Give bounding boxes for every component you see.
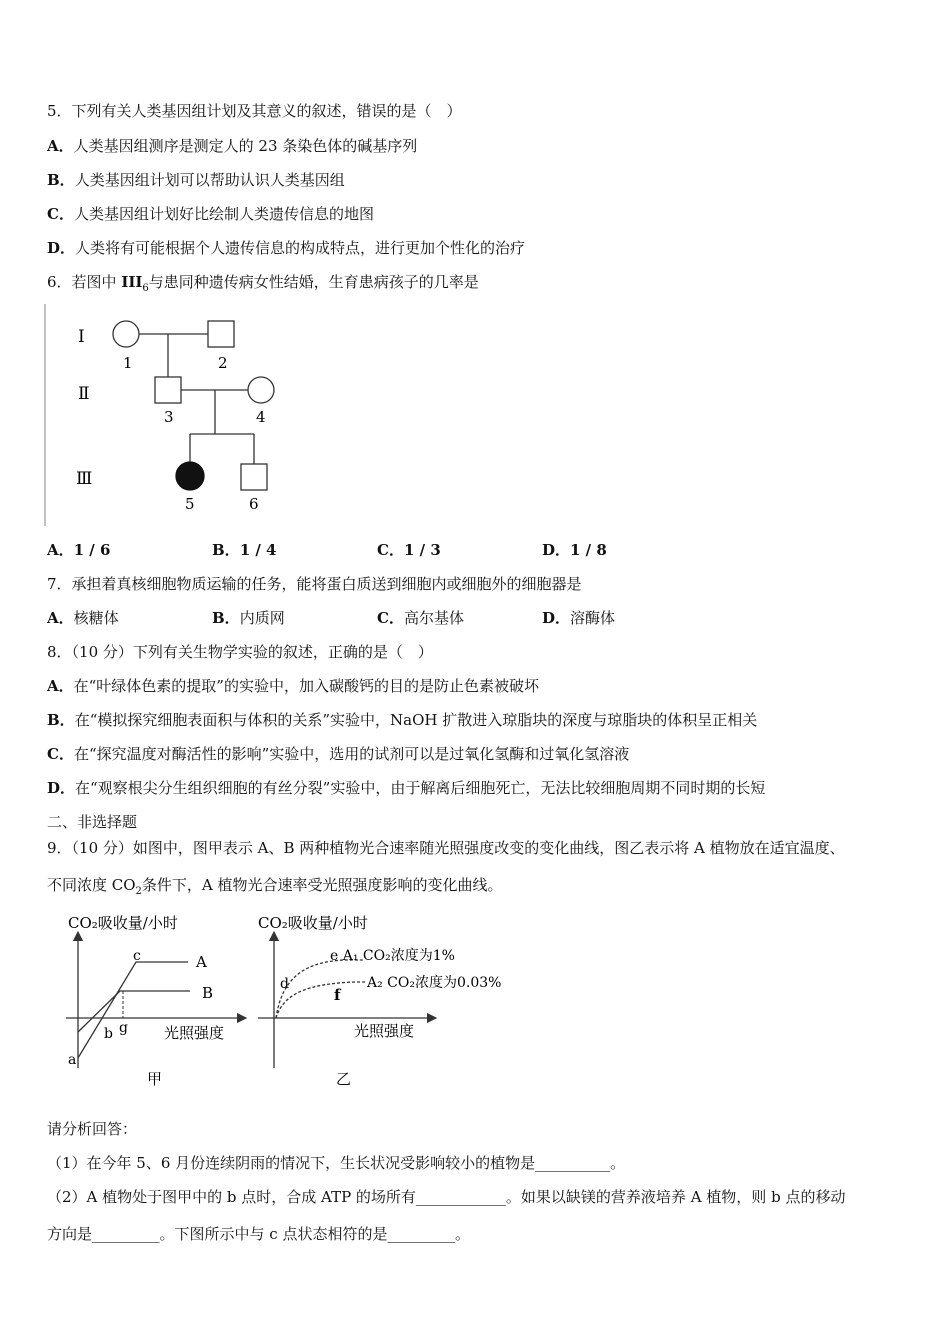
jia-ylabel: CO₂吸收量/小时 — [68, 914, 178, 932]
q6-stem-gen: III — [121, 273, 143, 291]
individual-5-label: 5 — [185, 495, 195, 513]
q8-option-b — [47, 710, 757, 730]
individual-1-label: 1 — [123, 354, 133, 372]
q6-option-b — [212, 540, 276, 560]
yi-caption: 乙 — [336, 1070, 352, 1088]
q6-option-d-letter: D． — [542, 541, 571, 559]
figure-yi — [254, 908, 534, 1090]
individual-4-circle — [248, 377, 274, 403]
q9-stem-line2 — [47, 875, 503, 902]
q5-option-c-letter: C． — [47, 205, 74, 223]
q9-prompt: 请分析回答： — [47, 1120, 138, 1138]
q5-option-c — [47, 204, 374, 224]
q7-option-b-text: 内质网 — [239, 609, 285, 627]
yi-ylabel: CO₂吸收量/小时 — [258, 914, 368, 932]
q7-option-d-text: 溶酶体 — [570, 609, 616, 627]
q6-stem-sub: 6 — [142, 283, 149, 294]
individual-2-square — [208, 321, 234, 347]
yi-curve-a2 — [276, 982, 366, 1018]
individual-4-label: 4 — [256, 408, 266, 426]
q7-option-d — [542, 608, 615, 628]
jia-curve-a — [78, 962, 188, 1058]
q7-stem: 7．承担着真核细胞物质运输的任务，能将蛋白质送到细胞内或细胞外的细胞器是 — [47, 575, 582, 593]
q5-option-b-text: 人类基因组计划可以帮助认识人类基因组 — [74, 171, 345, 189]
individual-3-square — [155, 377, 181, 403]
q5-option-a-text: 人类基因组测序是测定人的 23 条染色体的碱基序列 — [73, 137, 418, 155]
q6-option-b-letter: B． — [212, 541, 240, 559]
individual-1-circle — [113, 321, 139, 347]
q7-option-a-text: 核糖体 — [73, 609, 119, 627]
q7-option-a — [47, 608, 119, 628]
q5-option-a — [47, 136, 417, 156]
pedigree-figure — [44, 304, 304, 528]
gen-label-3: Ⅲ — [76, 469, 93, 489]
yi-label-curve2: A₂ CO₂浓度为0.03% — [367, 975, 502, 991]
q6-option-a-letter: A． — [47, 541, 74, 559]
q5-stem: 5．下列有关人类基因组计划及其意义的叙述，错误的是（ ） — [47, 102, 462, 120]
jia-point-b: b — [104, 1026, 113, 1042]
q7-option-a-letter: A． — [47, 609, 74, 627]
q6-stem-post: 与患同种遗传病女性结婚，生育患病孩子的几率是 — [148, 273, 479, 291]
q6-option-b-text: 1 / 4 — [239, 541, 277, 559]
q5-option-a-letter: A． — [47, 137, 74, 155]
individual-5-circle-affected — [176, 462, 204, 490]
q6-stem-pre: 6．若图中 — [47, 273, 122, 291]
q6-option-a — [47, 540, 110, 560]
q9-stem-line1: 9．（10 分）如图中，图甲表示 A、B 两种植物光合速率随光照强度改变的变化曲线，图乙表示将 A 植物放在适宜温度、 — [47, 839, 845, 857]
section-heading: 二、非选择题 — [47, 813, 138, 831]
jia-point-c: c — [133, 948, 141, 964]
q5-option-c-text: 人类基因组计划好比绘制人类遗传信息的地图 — [73, 205, 374, 223]
q6-option-c-letter: C． — [377, 541, 404, 559]
individual-6-label: 6 — [249, 495, 259, 513]
q9-stem-line2-sub: 2 — [135, 886, 142, 897]
jia-point-a: a — [68, 1052, 77, 1068]
q8-option-d-letter: D． — [47, 779, 76, 797]
figure-jia — [64, 908, 254, 1090]
q9-sub2-line1: （2）A 植物处于图甲中的 b 点时，合成 ATP 的场所有____________。如果以缺镁的营养液培养 A 植物，则 b 点的移动 — [47, 1188, 846, 1206]
jia-label-B: B — [202, 984, 214, 1002]
q8-option-b-text: 在“模拟探究细胞表面积与体积的关系”实验中，NaOH 扩散进入琼脂块的深度与琼脂块的体积呈正相关 — [74, 711, 758, 729]
q9-sub1: （1）在今年 5、6 月份连续阴雨的情况下，生长状况受影响较小的植物是__________。 — [47, 1154, 626, 1172]
q5-option-d — [47, 238, 525, 258]
q8-option-c-text: 在“探究温度对酶活性的影响”实验中，选用的试剂可以是过氧化氢酶和过氧化氢溶液 — [73, 745, 630, 763]
q6-option-c — [377, 540, 441, 560]
q8-option-d — [47, 778, 765, 798]
jia-xlabel: 光照强度 — [164, 1024, 225, 1042]
yi-label-curve1: e A₁ CO₂浓度为1% — [330, 948, 455, 964]
q8-option-c — [47, 744, 629, 764]
individual-3-label: 3 — [164, 408, 174, 426]
q7-option-b — [212, 608, 285, 628]
jia-caption: 甲 — [147, 1070, 163, 1088]
jia-point-g: g — [119, 1020, 128, 1036]
q8-option-a-letter: A． — [47, 677, 74, 695]
q9-stem-line2-pre: 不同浓度 CO — [47, 876, 136, 894]
q6-option-c-text: 1 / 3 — [403, 541, 441, 559]
q5-option-d-letter: D． — [47, 239, 76, 257]
q8-option-c-letter: C． — [47, 745, 74, 763]
q5-option-d-text: 人类将有可能根据个人遗传信息的构成特点，进行更加个性化的治疗 — [75, 239, 526, 257]
q5-option-b-letter: B． — [47, 171, 75, 189]
yi-xlabel: 光照强度 — [354, 1022, 415, 1040]
q7-option-c-letter: C． — [377, 609, 404, 627]
q8-option-b-letter: B． — [47, 711, 75, 729]
q7-option-d-letter: D． — [542, 609, 571, 627]
gen-label-1: Ⅰ — [78, 327, 85, 347]
q6-option-d — [542, 540, 607, 560]
q8-option-a-text: 在“叶绿体色素的提取”的实验中，加入碳酸钙的目的是防止色素被破坏 — [73, 677, 539, 695]
individual-6-square — [241, 464, 267, 490]
q9-stem-line2-post: 条件下，A 植物光合速率受光照强度影响的变化曲线。 — [141, 876, 503, 894]
q9-sub2-line2: 方向是_________。下图所示中与 c 点状态相符的是_________。 — [47, 1225, 470, 1243]
yi-point-f: f — [334, 986, 341, 1004]
jia-label-A: A — [196, 953, 207, 971]
q8-option-a — [47, 676, 539, 696]
q7-option-b-letter: B． — [212, 609, 240, 627]
q6-option-d-text: 1 / 8 — [570, 541, 607, 559]
gen-label-2: Ⅱ — [78, 384, 90, 404]
q6-option-a-text: 1 / 6 — [73, 541, 111, 559]
individual-2-label: 2 — [218, 354, 228, 372]
q7-option-c-text: 高尔基体 — [403, 609, 464, 627]
q8-option-d-text: 在“观察根尖分生组织细胞的有丝分裂”实验中，由于解离后细胞死亡，无法比较细胞周期不同时期的长短 — [75, 779, 766, 797]
yi-point-d: d — [280, 976, 289, 992]
q6-stem — [47, 272, 479, 299]
q7-option-c — [377, 608, 464, 628]
q8-stem: 8．（10 分）下列有关生物学实验的叙述，正确的是（ ） — [47, 643, 433, 661]
q5-option-b — [47, 170, 345, 190]
yi-curve-a1 — [276, 960, 364, 1018]
